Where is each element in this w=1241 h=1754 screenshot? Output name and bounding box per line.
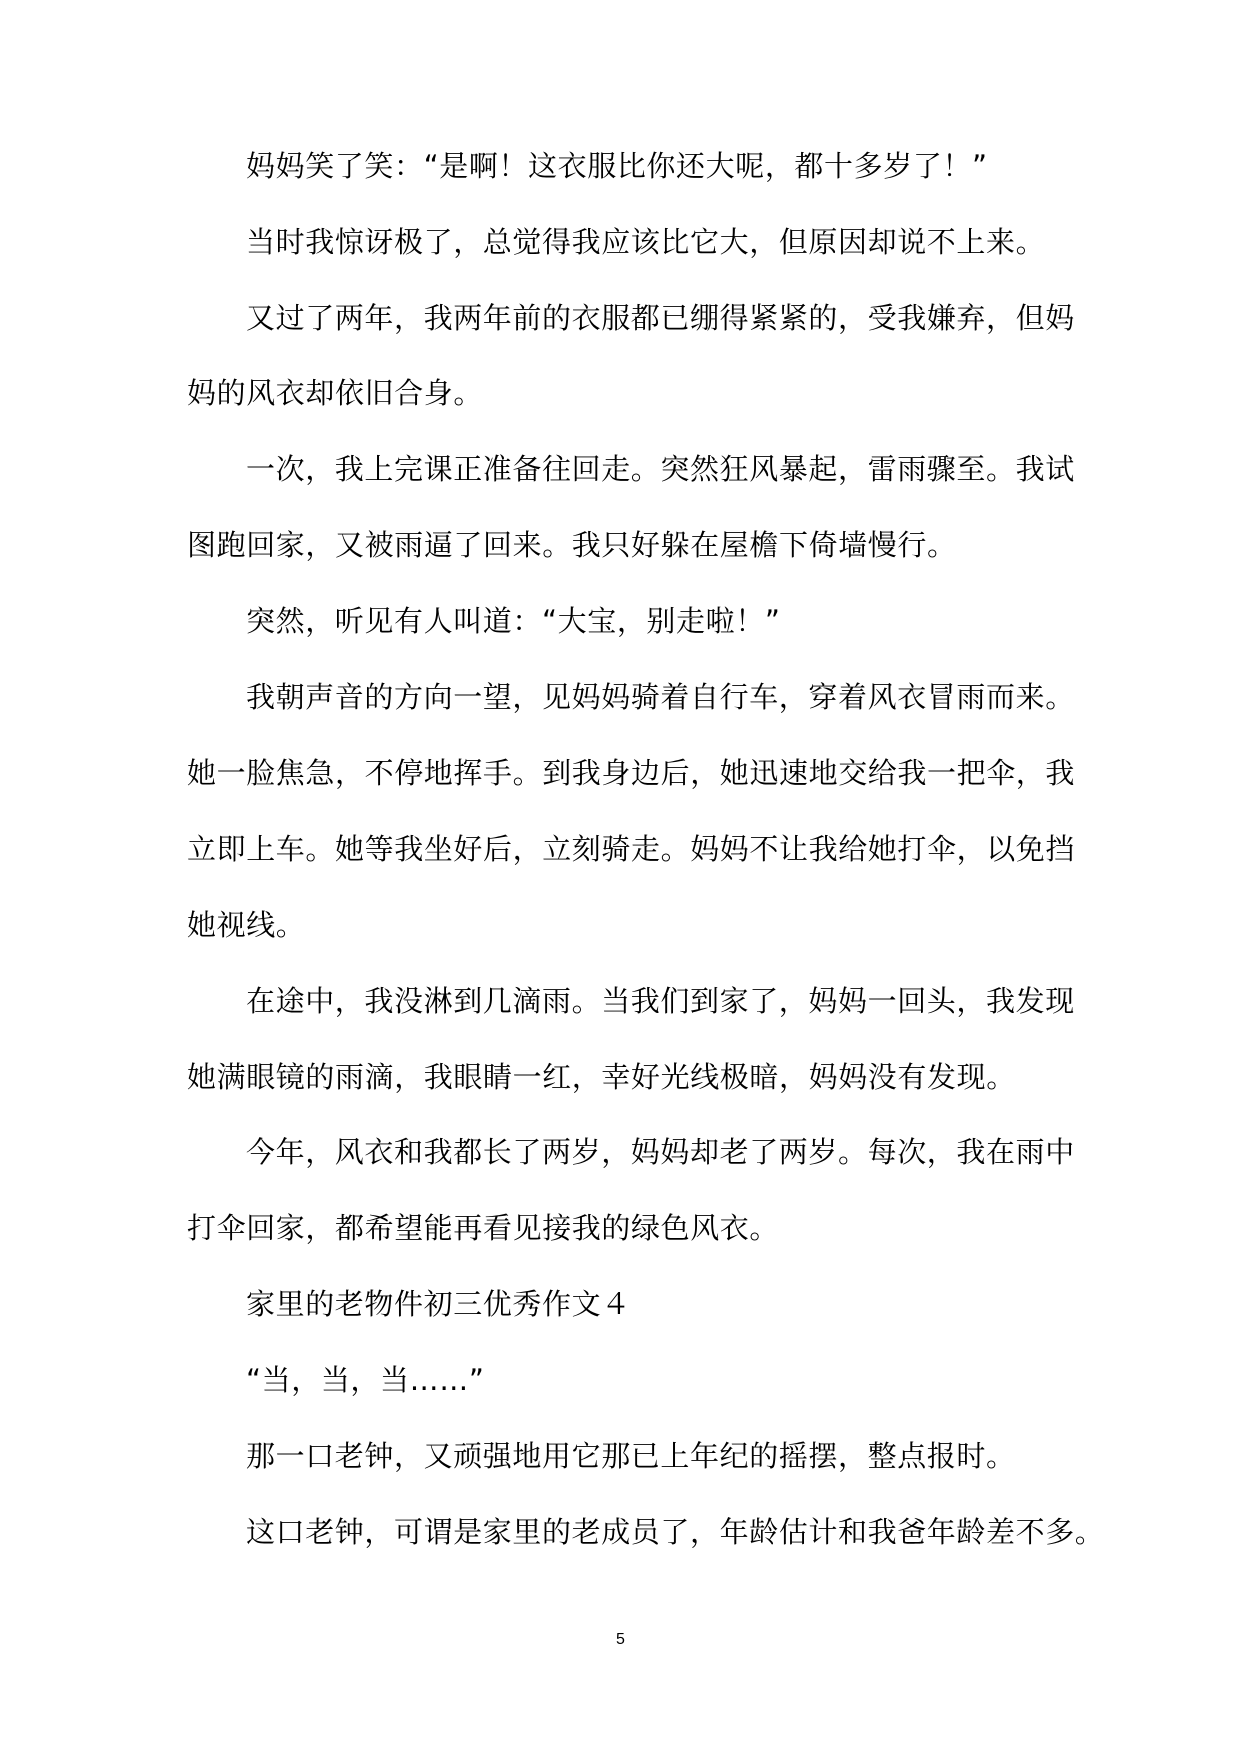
paragraph-line: 突然，听见有人叫道：“大宝，别走啦！”: [246, 604, 781, 638]
paragraph-line: 这口老钟，可谓是家里的老成员了，年龄估计和我爸年龄差不多。: [246, 1515, 1105, 1549]
paragraph-line: 又过了两年，我两年前的衣服都已绷得紧紧的，受我嫌弃，但妈: [246, 301, 1075, 335]
paragraph-line: 打伞回家，都希望能再看见接我的绿色风衣。: [187, 1211, 780, 1245]
paragraph-line: 妈妈笑了笑：“是啊！这衣服比你还大呢，都十多岁了！”: [246, 149, 988, 183]
paragraph-line: 立即上车。她等我坐好后，立刻骑走。妈妈不让我给她打伞，以免挡: [187, 832, 1076, 866]
section-heading: 家里的老物件初三优秀作文４: [246, 1287, 631, 1321]
paragraph-line: 我朝声音的方向一望，见妈妈骑着自行车，穿着风衣冒雨而来。: [246, 680, 1075, 714]
paragraph-line: “当，当，当……”: [246, 1363, 485, 1397]
paragraph-line: 那一口老钟，又顽强地用它那已上年纪的摇摆，整点报时。: [246, 1439, 1016, 1473]
paragraph-line: 在途中，我没淋到几滴雨。当我们到家了，妈妈一回头，我发现: [246, 984, 1075, 1018]
paragraph-line: 一次，我上完课正准备往回走。突然狂风暴起，雷雨骤至。我试: [246, 452, 1075, 486]
paragraph-line: 她视线。: [187, 908, 306, 942]
page-number: 5: [616, 1631, 625, 1648]
paragraph-line: 她一脸焦急，不停地挥手。到我身边后，她迅速地交给我一把伞，我: [187, 756, 1076, 790]
paragraph-line: 图跑回家，又被雨逼了回来。我只好躲在屋檐下倚墙慢行。: [187, 528, 957, 562]
paragraph-line: 今年，风衣和我都长了两岁，妈妈却老了两岁。每次，我在雨中: [246, 1135, 1075, 1169]
paragraph-line: 她满眼镜的雨滴，我眼睛一红，幸好光线极暗，妈妈没有发现。: [187, 1060, 1016, 1094]
paragraph-line: 当时我惊讶极了，总觉得我应该比它大，但原因却说不上来。: [246, 225, 1046, 259]
paragraph-line: 妈的风衣却依旧合身。: [187, 376, 484, 410]
